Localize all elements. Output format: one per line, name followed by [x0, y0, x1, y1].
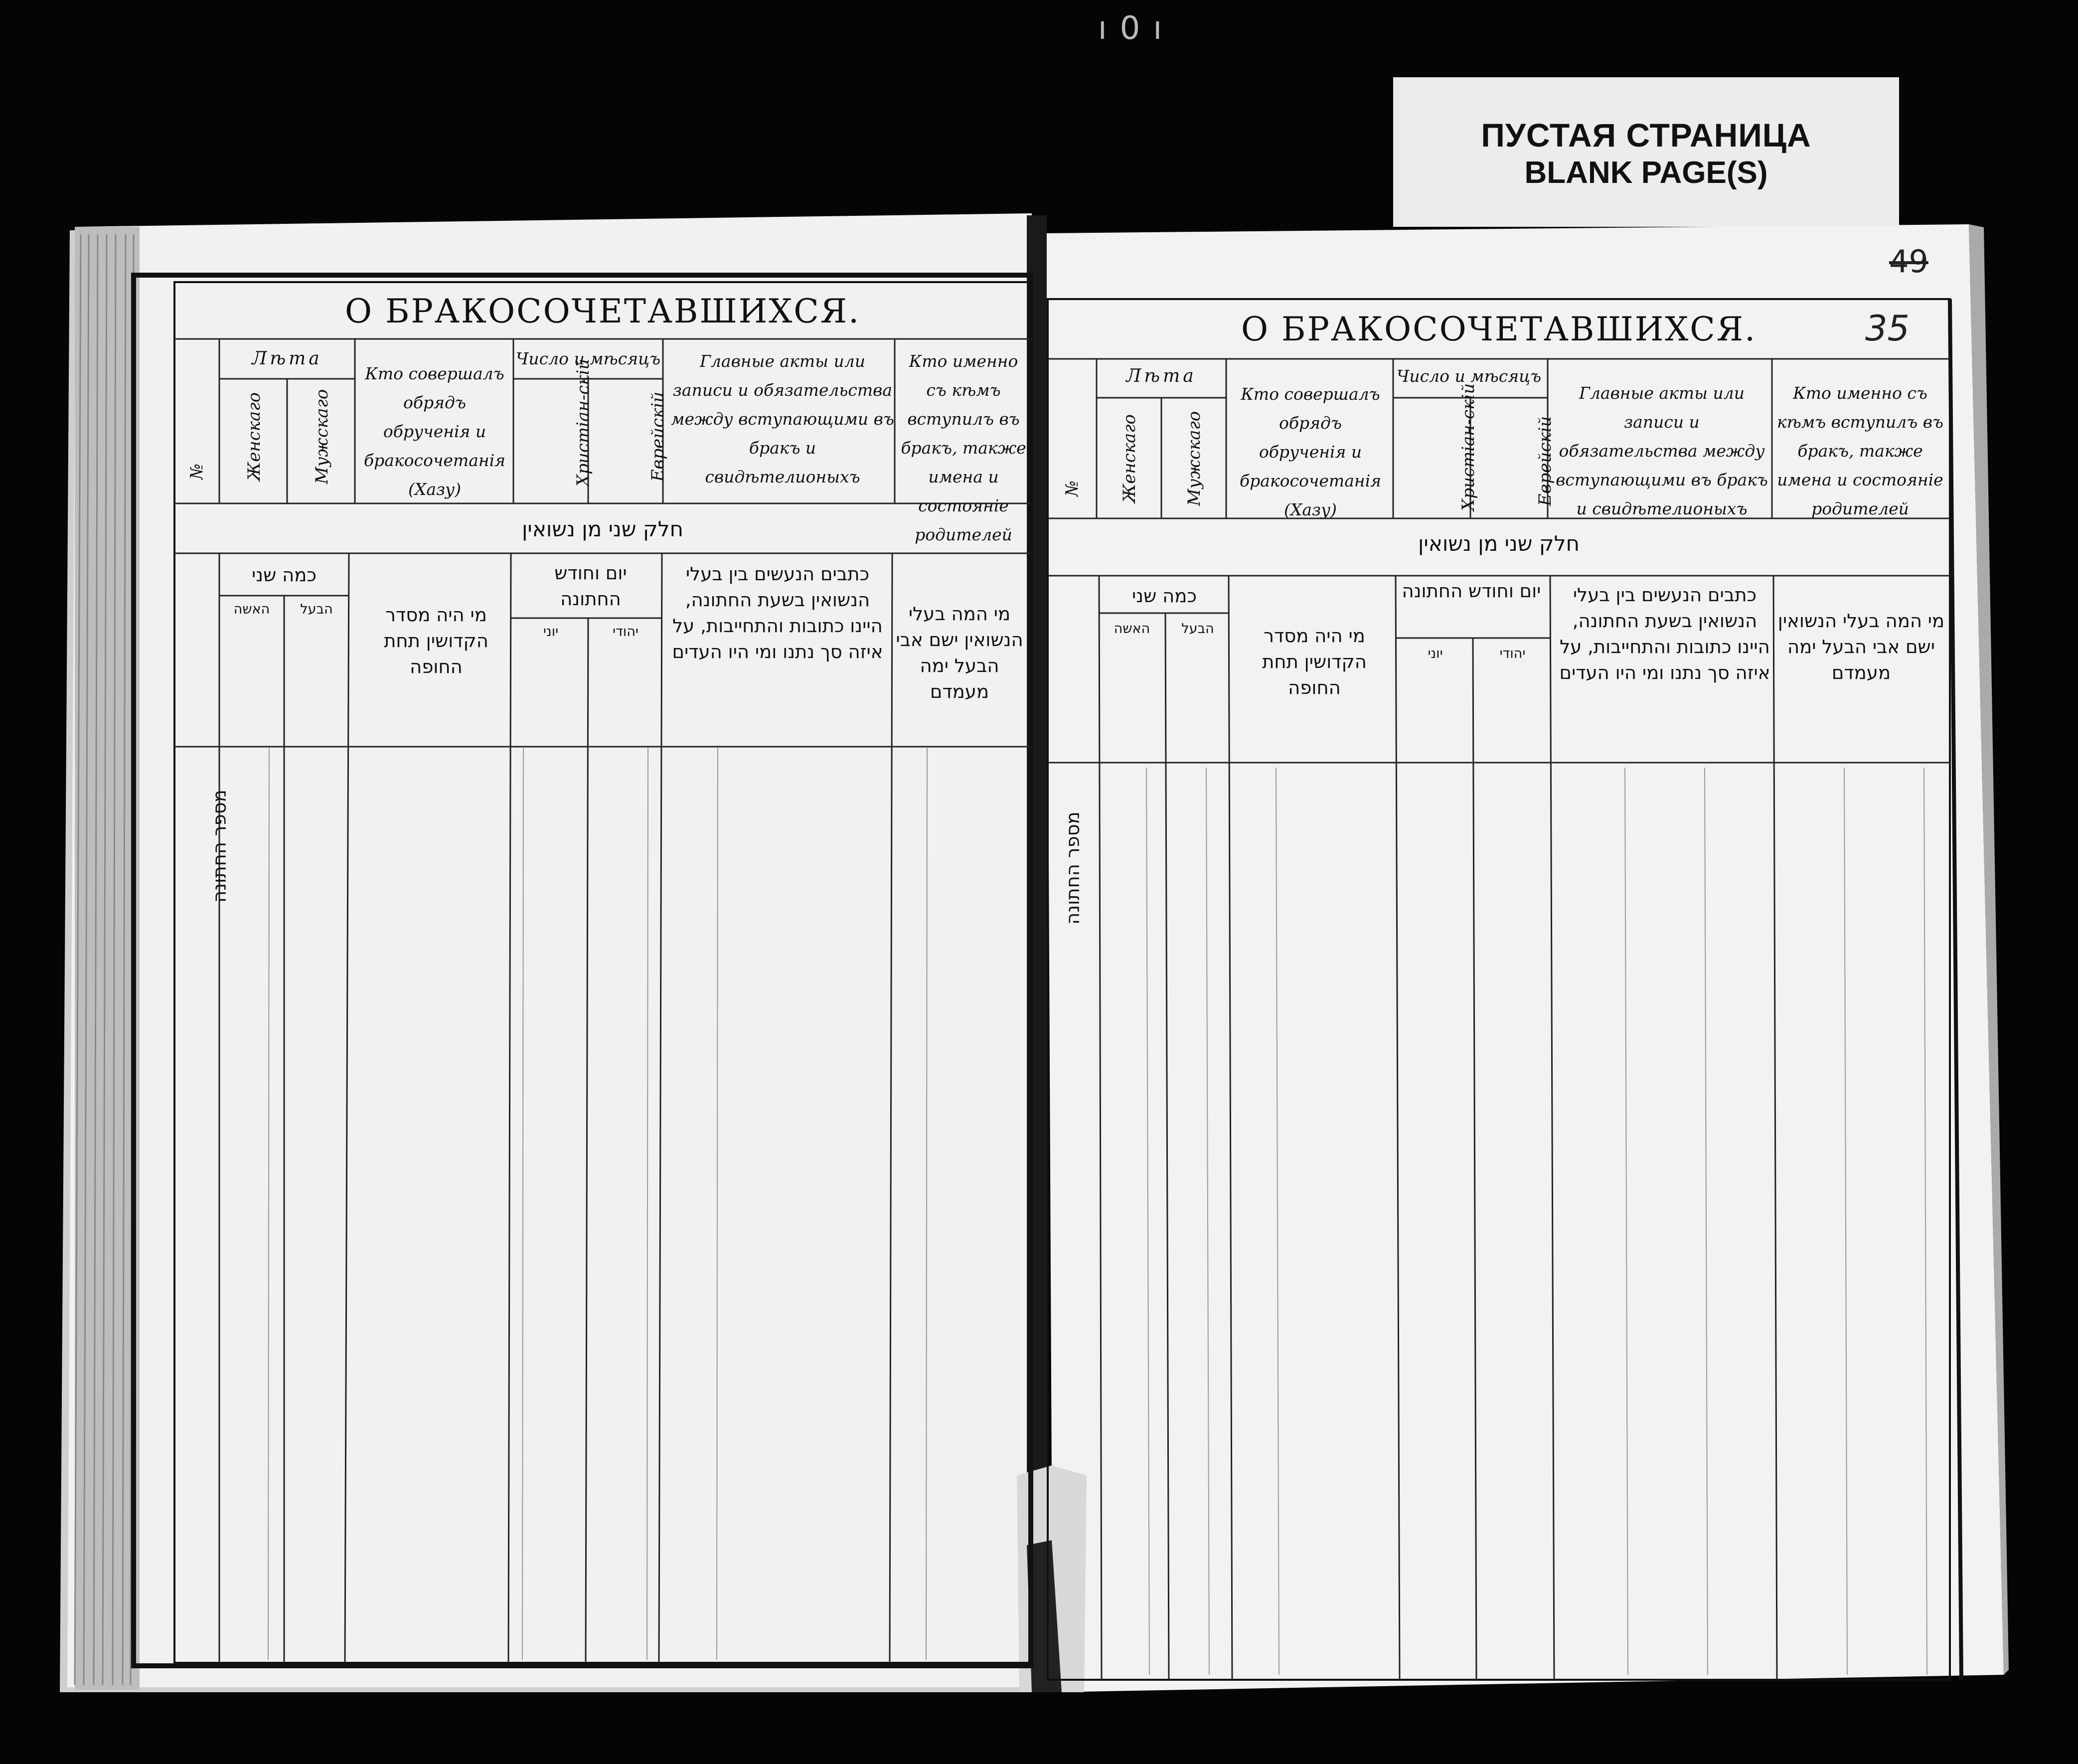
ru-header-jewish: Еврейскій: [648, 391, 668, 482]
ru-header-female: Женскаго: [1119, 414, 1139, 503]
he-header-officiant: מי היה מסדר הקדושין תחת החופה: [384, 604, 488, 677]
he-header-husband: הבעל: [300, 602, 333, 617]
he-header-number: מספר החתונה: [1062, 811, 1084, 925]
ru-header-who: Кто именно съ кѣмъ вступилъ въ бракъ, также имена и состояніе родителей: [1777, 383, 1943, 518]
he-header-husband: הבעל: [1181, 621, 1214, 637]
ru-header-officiant: Кто совершалъ обрядъ обрученія и бракосочетанія (Хазу): [363, 364, 506, 499]
he-header-wife: האשה: [233, 602, 270, 617]
ru-header-date: Число и мѣсяцъ: [515, 349, 661, 368]
he-header-wife: האשה: [1114, 621, 1150, 637]
ledger-title: О БРАКОСОЧЕТАВШИХСЯ.: [344, 292, 861, 330]
he-header-acts: כתבים הנעשים בין בעלי הנשואין בשעת החתונה, היינו כתובות והתחייבות, על איזה סך נתנו ומי היו העדים: [1559, 584, 1770, 683]
ru-header-jewish: Еврейскій: [1535, 416, 1555, 506]
he-header-ages: כמה שני: [1132, 585, 1197, 607]
he-header-ages: כמה שני: [252, 564, 317, 586]
ru-header-years: Лѣта: [1126, 366, 1197, 386]
blank-page-label-ru: ПУСТАЯ СТРАНИЦА: [1481, 117, 1811, 154]
folio-new: 35: [1865, 308, 1910, 349]
section-heading: חלק שני מן נשואין: [521, 517, 684, 541]
folio-old: 49: [1889, 243, 1928, 280]
he-header-who: מי המה בעלי הנשואין ישם אבי הבעל ימה מעמדם: [896, 603, 1023, 702]
he-header-date: יום וחודש החתונה: [1402, 580, 1541, 602]
ru-header-officiant: Кто совершалъ обрядъ обрученія и бракосочетанія (Хазу): [1239, 384, 1382, 519]
ru-header-christian: Христіан-скій: [1458, 383, 1478, 511]
ru-header-years: Лѣта: [252, 348, 322, 369]
ru-header-male: Мужскаго: [312, 389, 332, 484]
he-header-jewish: יהודי: [1499, 646, 1526, 661]
archive-mark: ı0ı: [1098, 10, 1175, 47]
he-header-date: יום וחודש החתונה: [554, 562, 627, 610]
he-header-who: מי המה בעלי הנשואין ישם אבי הבעל ימה מעמדם: [1777, 610, 1945, 683]
ru-header-acts: Главные акты или записи и обязательства между вступающими въ бракъ и свидѣтелионыхъ: [1556, 383, 1768, 518]
he-header-greek: יוני: [543, 624, 559, 640]
he-header-acts: כתבים הנעשים בין בעלי הנשואין בשעת החתונה, היינו כתובות והתחייבות, על איזה סך נתנו ומי היו העדים: [672, 563, 883, 662]
blank-page-label: [1393, 77, 1899, 227]
right-page: [1048, 299, 1950, 1680]
he-header-jewish: יהודי: [613, 624, 639, 640]
ru-header-christian: Христіан-скій: [573, 358, 593, 486]
ru-header-number: №: [187, 463, 207, 480]
ru-header-male: Мужскаго: [1184, 411, 1204, 506]
ledger-title: О БРАКОСОЧЕТАВШИХСЯ.: [1241, 310, 1757, 348]
ru-header-female: Женскаго: [244, 392, 264, 481]
section-heading: חלק שני מן נשואין: [1418, 531, 1580, 556]
ru-header-date: Число и мѣсяцъ: [1396, 366, 1542, 386]
he-header-number: מספר החתונה: [208, 790, 230, 903]
ru-header-acts: Главные акты или записи и обязательства между вступающими въ бракъ и свидѣтелионыхъ: [671, 351, 894, 486]
blank-page-label-en: BLANK PAGE(S): [1524, 156, 1768, 190]
left-page: [174, 282, 1031, 1663]
he-header-officiant: מי היה מסדר הקדושין תחת החופה: [1262, 625, 1367, 698]
ru-header-number: №: [1062, 480, 1082, 497]
ru-header-who: Кто именно съ кѣмъ вступилъ въ бракъ, также имена и состояніе родителей: [901, 351, 1026, 544]
he-header-greek: יוני: [1428, 646, 1443, 661]
